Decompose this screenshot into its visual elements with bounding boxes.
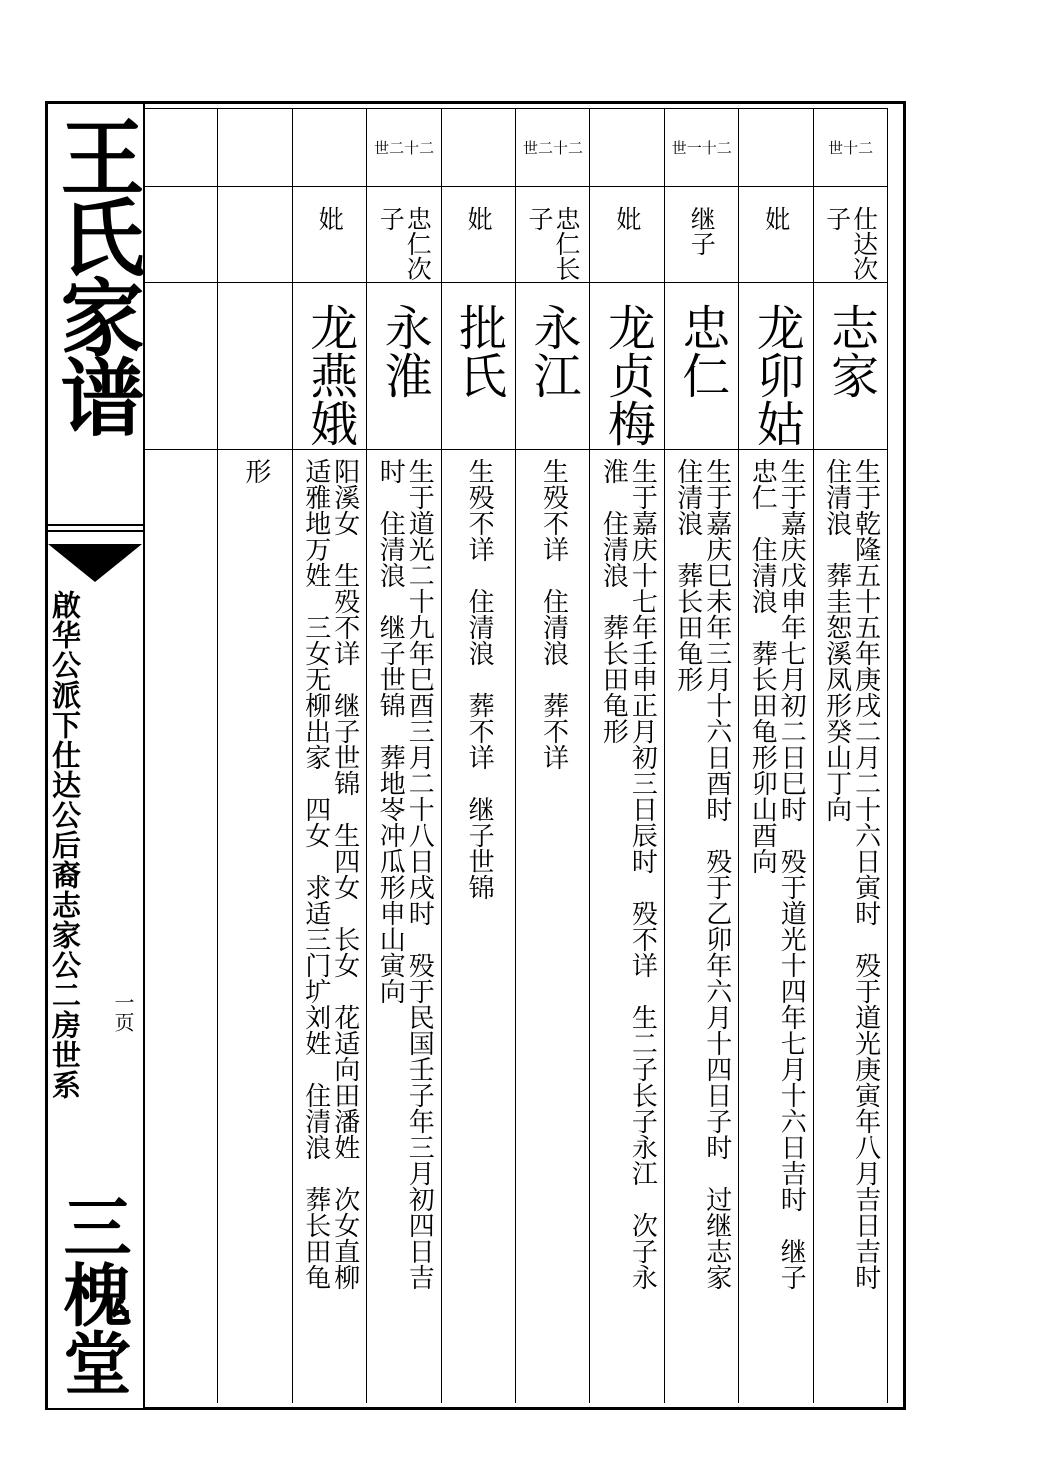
genealogy-table	[143, 108, 887, 1403]
biography-cell	[665, 458, 739, 1398]
generation-label: 世二十二	[522, 139, 583, 157]
spine-panel	[48, 104, 145, 1407]
person-name: 忠仁	[673, 303, 730, 399]
table-column	[738, 108, 812, 1403]
relation-label: 妣	[612, 206, 642, 231]
biography-text: 生于嘉庆十七年壬申正月初三日辰时 殁不详 生二子长子永江 次子永 淮 住清浪 葬长田龟形	[598, 458, 658, 1290]
relation-label: 忠仁长子	[525, 206, 581, 281]
table-column	[366, 108, 440, 1403]
name-cell	[590, 303, 664, 453]
biography-text: 生殁不详 住清浪 葬不详 继子世锦	[464, 458, 495, 900]
biography-text: 生于嘉庆巳未年三月十六日酉时 殁于乙卯年六月十四日子时 过继志家 住清浪 葬长田龟形	[672, 458, 732, 1290]
book-title: 王氏家谱	[47, 114, 145, 434]
table-column	[217, 108, 291, 1403]
name-cell	[516, 303, 590, 453]
biography-cell	[218, 458, 292, 1398]
relation-label: 继子	[687, 206, 717, 256]
generation-label: 世一十二	[671, 139, 732, 157]
name-cell	[293, 303, 367, 453]
generation-label: 世二十二	[374, 139, 435, 157]
name-cell	[367, 303, 441, 453]
table-column	[441, 108, 515, 1403]
page-frame	[45, 101, 906, 1410]
relation-cell	[590, 206, 664, 286]
biography-cell	[590, 458, 664, 1398]
biography-cell	[739, 458, 813, 1398]
biography-text: 生于嘉庆戊申年七月初二日巳时 殁于道光十四年七月十六日吉时 继子 忠仁 住清浪 葬长田龟形卯山酉向	[747, 458, 807, 1290]
person-name: 龙卯姑	[748, 303, 805, 447]
person-name: 龙贞梅	[599, 303, 656, 447]
title-divider-2	[48, 530, 143, 532]
biography-cell	[442, 458, 516, 1398]
relation-cell	[367, 206, 441, 286]
name-cell	[218, 303, 292, 453]
biography-text: 生于道光二十九年巳酉三月二十八日戌时 殁于民国壬子年三月初四日吉 时 住清浪 继子世锦 葬地岺冲瓜形申山寅向	[375, 458, 435, 1290]
relation-cell	[442, 206, 516, 286]
generation-label: 世十二	[828, 139, 874, 157]
relation-label: 忠仁次子	[376, 206, 433, 281]
relation-cell	[516, 206, 590, 286]
name-cell	[814, 303, 888, 453]
biography-cell	[814, 458, 888, 1398]
biography-text: 生殁不详 住清浪 葬不详	[538, 458, 569, 770]
biography-text: 形	[240, 458, 271, 484]
biography-cell	[144, 458, 218, 1398]
table-column	[292, 108, 366, 1403]
relation-cell	[739, 206, 813, 286]
biography-cell	[293, 458, 367, 1398]
relation-cell	[218, 206, 292, 286]
relation-cell	[144, 206, 218, 286]
person-name: 永江	[525, 303, 581, 399]
table-column	[143, 108, 217, 1403]
table-column	[664, 108, 738, 1403]
relation-cell	[293, 206, 367, 286]
table-right-border	[887, 108, 889, 1403]
name-cell	[665, 303, 739, 453]
biography-text: 生于乾隆五十五年庚戌二月二十六日寅时 殁于道光庚寅年八月吉日吉时 住清浪 葬圭恕溪凤形癸山丁向	[821, 458, 881, 1290]
lineage-subtitle: 啟华公派下仕达公后裔志家公二房世系	[48, 590, 82, 1100]
person-name: 龙燕娥	[301, 303, 358, 447]
relation-cell	[814, 206, 888, 286]
biography-cell	[516, 458, 590, 1398]
table-column	[813, 108, 887, 1403]
person-name: 批氏	[450, 303, 507, 399]
relation-label: 妣	[761, 206, 791, 231]
name-cell	[739, 303, 813, 453]
page-number: 一页	[111, 992, 135, 1032]
table-column	[515, 108, 589, 1403]
hall-name: 三槐堂	[52, 1192, 131, 1396]
relation-label: 妣	[464, 206, 494, 231]
band-triangle	[48, 544, 142, 582]
title-divider	[48, 524, 143, 526]
biography-cell	[367, 458, 441, 1398]
person-name: 志家	[822, 303, 879, 399]
table-column	[589, 108, 663, 1403]
relation-cell	[665, 206, 739, 286]
name-cell	[442, 303, 516, 453]
relation-label: 妣	[315, 206, 345, 231]
name-cell	[144, 303, 218, 453]
person-name: 永淮	[376, 303, 433, 399]
relation-label: 仕达次子	[822, 206, 879, 281]
biography-text: 阳溪女 生殁不详 继子世锦 生四女 长女 花适向田潘姓 次女直柳 适雅地万姓 三女无柳出家 四女 求适三门圹刘姓 住清浪 葬长田龟	[300, 458, 360, 1290]
